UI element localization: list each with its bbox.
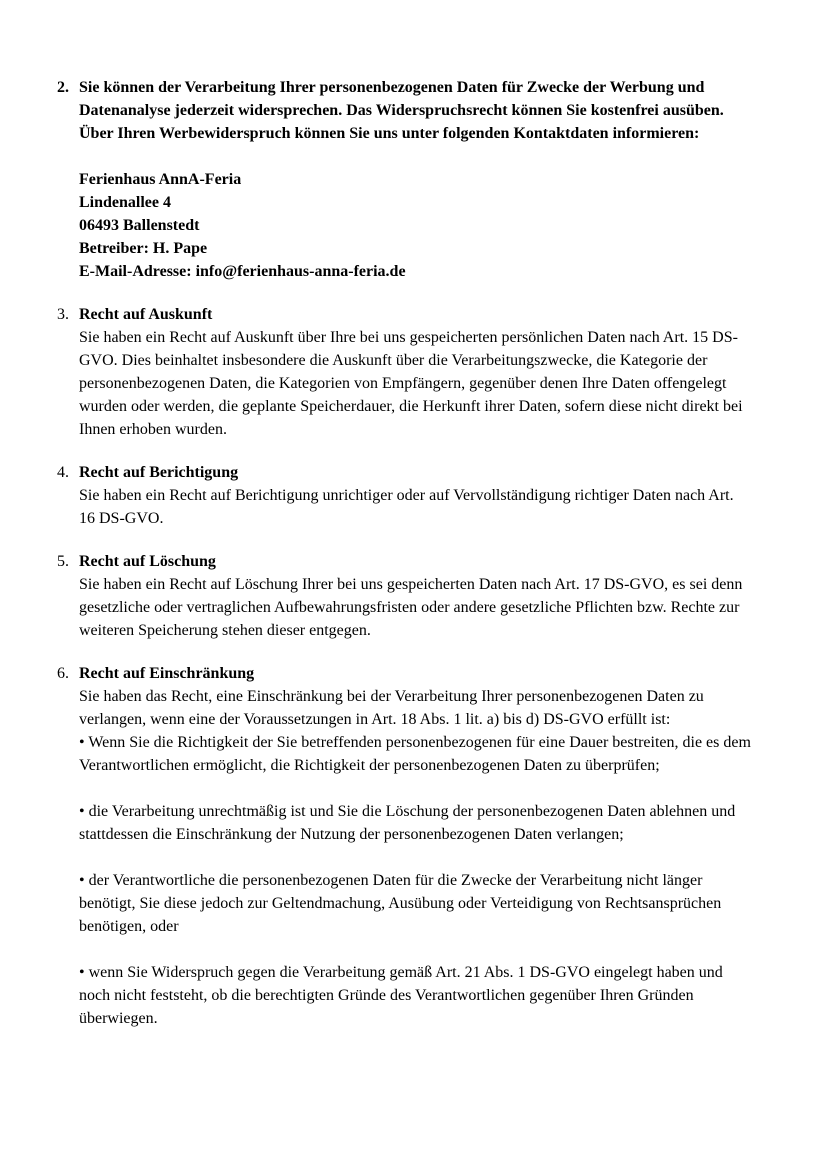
contact-street: Lindenallee 4 — [79, 194, 172, 211]
objection-intro: Sie können der Verarbeitung Ihrer personenbezogenen Daten für Zwecke der Werbung und Datenanalyse jederzeit widersprechen. Das Widerspruchsrecht können Sie kostenfrei ausüben. Über Ihren Werbewiderspruch können Sie uns unter folgenden Kontaktdaten informieren: — [79, 79, 724, 142]
section-body: Sie haben ein Recht auf Berichtigung unrichtiger oder auf Vervollständigung richtiger Daten nach Art. 16 DS-GVO. — [79, 487, 734, 527]
document-page — [0, 76, 826, 1050]
section-6 — [0, 662, 751, 1030]
section-2 — [0, 76, 751, 283]
section-body: Sie haben ein Recht auf Auskunft über Ihre bei uns gespeicherten persönlichen Daten nach Art. 15 DS-GVO. Dies beinhaltet insbesondere die Auskunft über die Verarbeitungszwecke, die Kategorie der personenbezogenen Daten, die Kategorien von Empfängern, gegenüber denen Ihre Daten offengelegt wurden oder werden, die geplante Speicherdauer, die Herkunft ihrer Daten, sofern diese nicht direkt bei Ihnen erhoben wurden. — [79, 329, 743, 438]
contact-city: 06493 Ballenstedt — [79, 217, 200, 234]
section-title: Recht auf Berichtigung — [79, 464, 239, 481]
bullet-item: • Wenn Sie die Richtigkeit der Sie betreffenden personenbezogenen für eine Dauer bestreiten, die es dem Verantwortlichen ermöglicht, die Richtigkeit der personenbezogenen Daten zu überprüfen; — [79, 734, 751, 774]
list-number: 4. — [57, 464, 69, 481]
bullet-item: • der Verantwortliche die personenbezogenen Daten für die Zwecke der Verarbeitung nicht länger benötigt, Sie diese jedoch zur Geltendmachung, Ausübung oder Verteidigung von Rechtsansprüchen benötigen, oder — [79, 872, 722, 935]
section-4 — [0, 461, 751, 530]
section-3 — [0, 303, 751, 441]
list-number: 5. — [57, 553, 69, 570]
section-body: Sie haben das Recht, eine Einschränkung bei der Verarbeitung Ihrer personenbezogenen Daten zu verlangen, wenn eine der Voraussetzungen in Art. 18 Abs. 1 lit. a) bis d) DS-GVO erfüllt ist: — [79, 688, 704, 728]
bullet-item: • die Verarbeitung unrechtmäßig ist und Sie die Löschung der personenbezogenen Daten ablehnen und stattdessen die Einschränkung der Nutzung der personenbezogenen Daten verlangen; — [79, 803, 736, 843]
list-number: 2. — [57, 79, 69, 96]
section-body: Sie haben ein Recht auf Löschung Ihrer bei uns gespeicherten Daten nach Art. 17 DS-GVO, es sei denn gesetzliche oder vertraglichen Aufbewahrungsfristen oder andere gesetzliche Pflichten bzw. Rechte zur weiteren Speicherung stehen dieser entgegen. — [79, 576, 743, 639]
contact-operator: Betreiber: H. Pape — [79, 240, 208, 257]
bullet-item: • wenn Sie Widerspruch gegen die Verarbeitung gemäß Art. 21 Abs. 1 DS-GVO eingelegt haben und noch nicht feststeht, ob die berechtigten Gründe des Verantwortlichen gegenüber Ihren Gründen überwiegen. — [79, 964, 723, 1027]
list-number: 6. — [57, 665, 69, 682]
section-title: Recht auf Löschung — [79, 553, 216, 570]
section-title: Recht auf Einschränkung — [79, 665, 255, 682]
section-title: Recht auf Auskunft — [79, 306, 213, 323]
list-number: 3. — [57, 306, 69, 323]
contact-name: Ferienhaus AnnA-Feria — [79, 171, 242, 188]
contact-block — [79, 168, 751, 283]
contact-email: E-Mail-Adresse: info@ferienhaus-anna-feria.de — [79, 263, 406, 280]
section-5 — [0, 550, 751, 642]
